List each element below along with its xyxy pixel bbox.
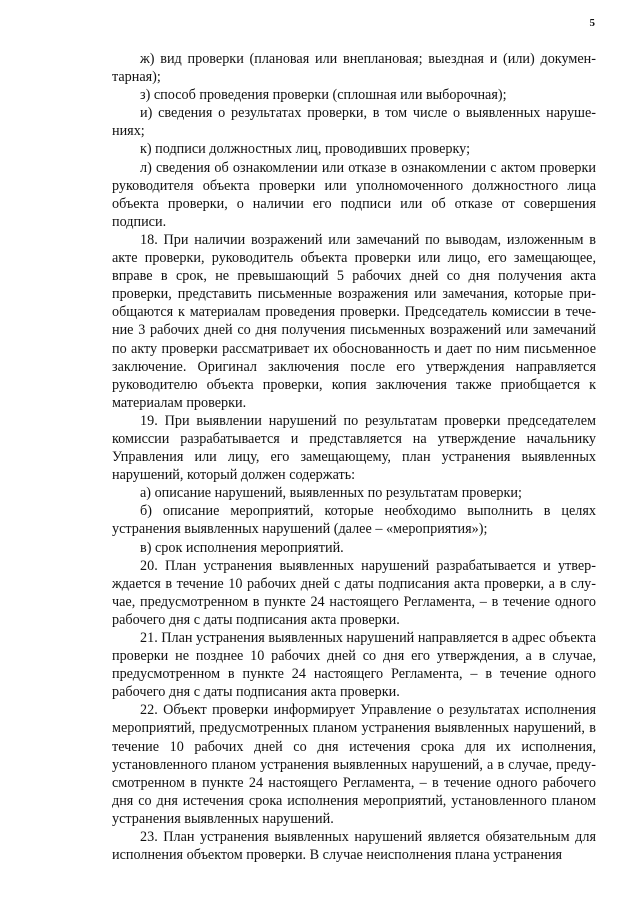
clause-20: 20. План устранения выявленных нарушений разрабатывается и утверждается в течение 10 рабочих дней с даты подписания акта проверки, а в случае, предусмотренном в пункте 24 настоящего Регламента, – в течение одного рабочего дня с даты подписания акта проверки. <box>112 557 596 628</box>
clause-23: 23. План устранения выявленных нарушений является обязательным для исполнения объектом проверки. В случае неисполнения плана устранения <box>112 829 596 864</box>
clause-19: 19. При выявлении нарушений по результатам проверки председателем комиссии разрабатывается и представляется на утверждение начальнику Управления или лицу, его замещающему, план устранения выявленных нарушений, который должен содержать: <box>112 412 596 484</box>
document-body <box>112 50 596 864</box>
item-z-inspection-method: з) способ проведения проверки (сплошная или выборочная); <box>140 87 507 104</box>
clause-19-item-b: б) описание мероприятий, которые необходимо выполнить в целях устранения выявленных нарушений (далее – «мероприятия»); <box>112 503 596 538</box>
clause-22: 22. Объект проверки информирует Управление о результатах исполнения мероприятий, предусмотренных планом устранения выявленных нарушений, в течение 10 рабочих дней со дня истечения срока для их исполнения, установленного планом устранения выявленных нарушений, а в случае, предусмотренном в пункте 24 настоящего Регламента, – в течение одного рабочего дня со дня истечения срока исполнения мероприятий, установленного планом устранения выявленных нарушений. <box>112 702 596 827</box>
item-k-signatures: к) подписи должностных лиц, проводивших проверку; <box>140 141 471 158</box>
item-i-inspection-results: и) сведения о результатах проверки, в том числе о выявленных нарушениях; <box>112 105 596 140</box>
clause-18: 18. При наличии возражений или замечаний по выводам, изложенным в акте проверки, руководитель объекта проверки или лицо, его замещающее, вправе в срок, не превышающий 5 рабочих дней со дня получения акта проверки, представить письменные возражения или замечания, которые приобщаются к материалам проведения проверки. Председатель комиссии в течение 3 рабочих дней со дня получения письменных возражений или замечаний по акту проверки рассматривает их обоснованность и дает по ним письменное заключение. Оригинал заключения после его утверждения направляется руководителю объекта проверки, копия заключения также приобщается к материалам проверки. <box>112 231 596 411</box>
item-l-acknowledgement: л) сведения об ознакомлении или отказе в ознакомлении с актом проверки руководителя объекта проверки или уполномоченного должностного лица объекта проверки, о наличии его подписи или об отказе от совершения подписи. <box>112 159 596 230</box>
clause-19-item-v: в) срок исполнения мероприятий. <box>140 539 344 556</box>
page-number: 5 <box>589 17 595 29</box>
clause-21: 21. План устранения выявленных нарушений направляется в адрес объекта проверки не позднее 10 рабочих дней со дня его утверждения, а в случае, предусмотренном в пункте 24 настоящего Регламента, – в течение одного рабочего дня с даты подписания акта проверки. <box>112 630 596 701</box>
item-zh-inspection-type: ж) вид проверки (плановая или внеплановая; выездная и (или) документарная); <box>112 51 596 86</box>
clause-19-item-a: а) описание нарушений, выявленных по результатам проверки; <box>140 485 522 502</box>
